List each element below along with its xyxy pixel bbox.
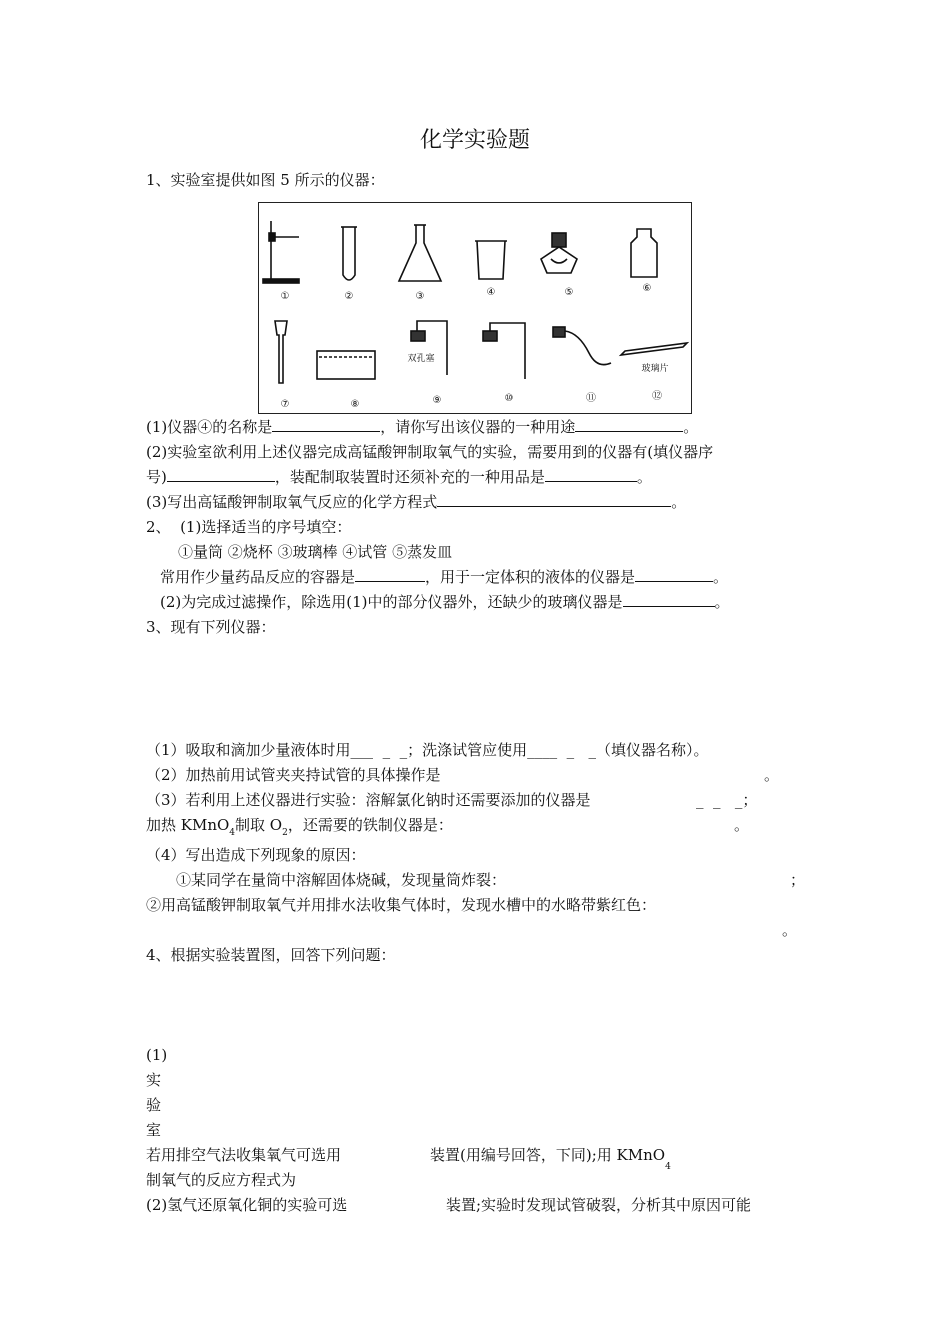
q1-part2-line1: (2)实验室欲利用上述仪器完成高锰酸钾制取氧气的实验，需要用到的仪器有(填仪器序 [146, 443, 714, 461]
rubber-tube-icon [553, 327, 611, 365]
blank[interactable] [272, 417, 380, 432]
q3-part1: （1）吸取和滴加少量液体时用___ _ _；洗涤试管应使用____ _ _（填仪器名称）。 [146, 741, 709, 759]
q1-part3: (3)写出高锰酸钾制取氧气反应的化学方程式 。 [146, 493, 687, 511]
q3-intro: 3、现有下列仪器： [146, 618, 276, 636]
stopper-bent-tube-icon [483, 323, 525, 379]
q3-part3-blank: _ _ _； [696, 791, 758, 809]
figure-label-8: ⑧ [350, 399, 360, 410]
q4-line1-a: 若用排空气法收集氧气可选用 [146, 1146, 342, 1164]
figure-label-11: ⑪ [586, 393, 596, 404]
q3-part3-cont: 加热 KMnO$_4$制取 $O_2$，还需要的铁制仪器是： [146, 816, 453, 838]
bolipian-label: 玻璃片 [641, 364, 669, 374]
q3-part2-end: 。 [764, 766, 780, 784]
water-trough-icon [317, 351, 375, 379]
q3-part3: （3）若利用上述仪器进行实验：溶解氯化钠时还需要添加的仪器是 [146, 791, 591, 809]
q4-intro: 4、根据实验装置图，回答下列问题： [146, 946, 396, 964]
q3-part2: （2）加热前用试管夹夹持试管的具体操作是 [146, 766, 441, 784]
apparatus-drawing [259, 203, 691, 413]
q1-part1: (1)仪器④的名称是 ，请你写出该仪器的一种用途 。 [146, 418, 699, 436]
glass-plate-icon [621, 343, 687, 355]
figure-label-9: ⑨ [432, 395, 442, 406]
double-hole-stopper-icon [411, 321, 447, 375]
q4-line1-b: 装置(用编号回答，下同);用 KMnO$_4$ [430, 1146, 671, 1172]
q2-intro: 2、 (1)选择适当的序号填空： [146, 518, 352, 536]
q4-v4: 室 [146, 1121, 162, 1139]
figure-label-3: ③ [415, 291, 425, 302]
long-neck-funnel-icon [275, 321, 287, 383]
figure-label-4: ④ [486, 287, 496, 298]
q4-line3-a: (2)氢气还原氧化铜的实验可选 [146, 1196, 348, 1214]
q3-part4: （4）写出造成下列现象的原因： [146, 846, 366, 864]
q4-v2: 实 [146, 1071, 162, 1089]
figure-label-10: ⑩ [504, 393, 514, 404]
iron-stand-icon [263, 221, 299, 283]
q3-part4-item2: ②用高锰酸钾制取氧气并用排水法收集气体时，发现水槽中的水略带紫红色： [146, 896, 657, 914]
figure-label-7: ⑦ [280, 399, 290, 410]
alcohol-lamp-icon [541, 233, 577, 273]
blank[interactable] [437, 492, 671, 507]
q2-line1: 常用作少量药品反应的容器是 ，用于一定体积的液体的仪器是 。 [160, 568, 729, 586]
q4-line3-b: 装置;实验时发现试管破裂，分析其中原因可能 [446, 1196, 752, 1214]
figure-label-5: ⑤ [564, 287, 574, 298]
q1-intro: 1、实验室提供如图 5 所示的仪器： [146, 171, 385, 189]
q3-part4-item1-end: ； [790, 871, 806, 889]
q4-v1: (1) [146, 1046, 168, 1064]
blank[interactable] [355, 567, 425, 582]
q4-v3: 验 [146, 1096, 162, 1114]
blank[interactable] [575, 417, 683, 432]
q1-part2-line2: 号) ，装配制取装置时还须补充的一种用品是 。 [146, 468, 652, 486]
q2-line2: (2)为完成过滤操作，除选用(1)中的部分仪器外，还缺少的玻璃仪器是 。 [160, 593, 730, 611]
figure-label-1: ① [280, 291, 290, 302]
blank[interactable] [167, 467, 275, 482]
q3-part3-cont-end: 。 [734, 816, 750, 834]
blank[interactable] [623, 592, 715, 607]
reagent-bottle-icon [631, 229, 657, 277]
conical-flask-icon [399, 225, 441, 281]
beaker-icon [475, 241, 507, 279]
blank[interactable] [545, 467, 637, 482]
figure-label-12: ⑫ [652, 391, 662, 402]
figure-label-2: ② [344, 291, 354, 302]
q3-part4-item1: ①某同学在量筒中溶解固体烧碱，发现量筒炸裂： [176, 871, 507, 889]
q3-part4-item2-end: 。 [782, 921, 798, 939]
q2-options: ①量筒 ②烧杯 ③玻璃棒 ④试管 ⑤蒸发皿 [178, 543, 453, 561]
apparatus-figure [258, 202, 692, 414]
shuangkongsai-label: 双孔塞 [407, 354, 435, 364]
q4-line2: 制氧气的反应方程式为 [146, 1171, 297, 1189]
figure-label-6: ⑥ [642, 283, 652, 294]
blank[interactable] [635, 567, 713, 582]
test-tube-icon [341, 227, 357, 280]
page-title: 化学实验题 [419, 128, 530, 153]
